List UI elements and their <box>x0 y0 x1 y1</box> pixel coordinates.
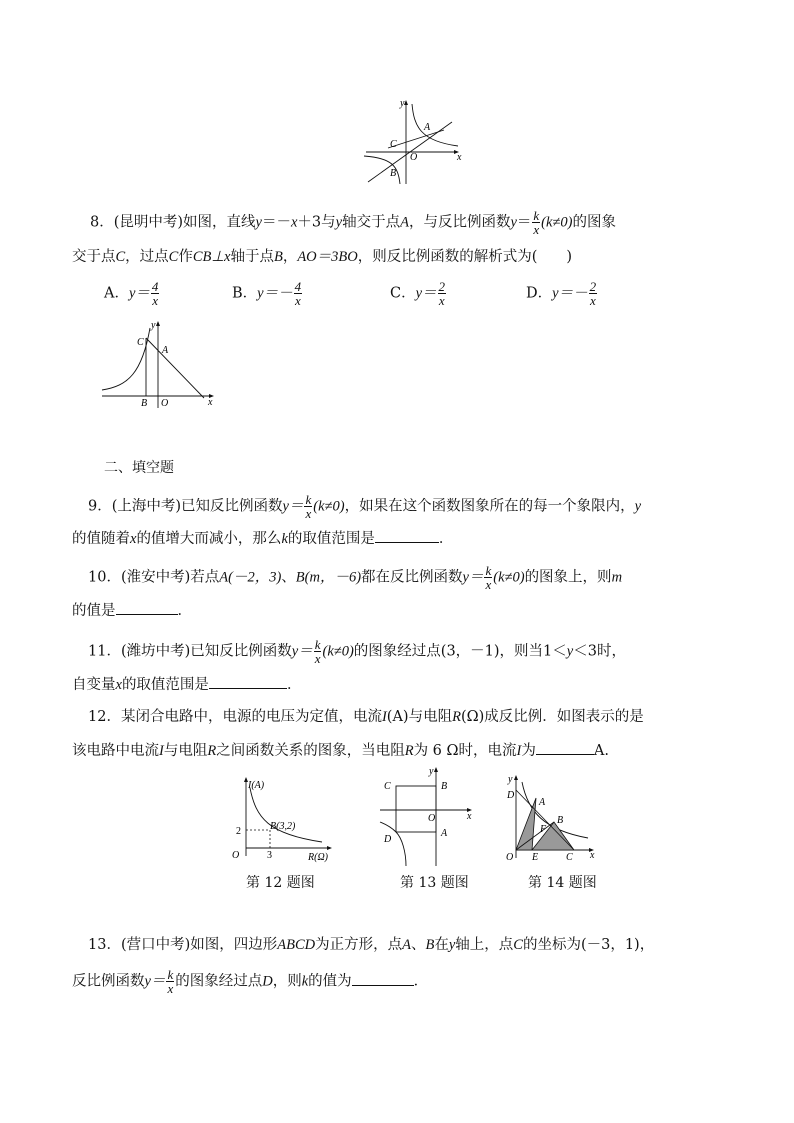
fig14-c-label: C <box>566 852 573 863</box>
q13-figure <box>376 764 480 868</box>
option-label: A． <box>104 285 129 302</box>
q8-option-a[interactable] <box>104 280 160 307</box>
fig12-three-label: 3 <box>267 850 272 861</box>
frac-den: x <box>438 293 445 308</box>
q13-text: ． <box>413 973 429 990</box>
q13-text: 、 <box>410 937 426 953</box>
fig13-y-label: y <box>429 766 434 777</box>
q11-cond: (k≠0) <box>322 643 354 660</box>
q13-var: D <box>262 973 273 990</box>
q11-text: 11．(潍坊中考)已知反比例函数 <box>88 643 292 660</box>
q12-text: 为 <box>521 743 536 759</box>
fig12-two-label: 2 <box>236 826 241 837</box>
q12-var: R <box>404 743 414 759</box>
q10-var: y＝ <box>462 569 484 586</box>
q12-answer-blank[interactable] <box>536 740 594 755</box>
option-lhs: y＝ <box>415 285 437 302</box>
frac-den: x <box>485 577 492 592</box>
fig-top-y-label: y <box>400 98 405 109</box>
q12-text: 与电阻 <box>163 743 208 759</box>
q9-var: x <box>130 531 137 547</box>
q13-var: A <box>402 937 411 953</box>
q10-text: 10．(淮安中考)若点 <box>88 569 220 586</box>
q8-text: ，与反比例函数 <box>408 214 511 231</box>
q12-text: (Ω)成反比例．如图表示的是 <box>460 709 644 725</box>
q12-text: (A)与电阻 <box>386 709 453 725</box>
caption-fig14: 第 14 题图 <box>528 875 597 891</box>
q11-var: y <box>566 643 574 660</box>
q8-fig-y-label: y <box>151 320 156 331</box>
q13-text: 在 <box>434 937 449 953</box>
q13-var: ABCD <box>277 937 316 953</box>
q8-var: B <box>273 249 283 265</box>
q12-var: R <box>452 709 461 725</box>
q8-line2 <box>72 246 572 268</box>
option-lhs: y＝－ <box>552 285 588 302</box>
q12-figure <box>228 774 340 866</box>
q8-var: x <box>290 214 298 231</box>
frac-num: k <box>167 967 174 982</box>
q13-line2 <box>72 968 428 995</box>
frac-num: k <box>314 637 321 652</box>
fig14-d-label: D <box>507 790 515 801</box>
frac-den: x <box>589 293 596 308</box>
q11-text: ＜3时， <box>573 643 626 660</box>
q11-line1 <box>88 638 626 665</box>
q8-figure <box>98 318 220 410</box>
q12-line1 <box>88 706 644 728</box>
q10-text: ． <box>177 603 192 619</box>
fig-top-c-label: C <box>390 139 397 150</box>
fig-top-x-label: x <box>457 152 462 163</box>
frac-num: 2 <box>589 279 597 294</box>
q13-text: 为正方形，点 <box>315 937 403 953</box>
frac-den: x <box>533 222 540 237</box>
q9-text: 的值随着 <box>72 531 130 547</box>
q13-text: 反比例函数 <box>72 973 145 990</box>
frac-den: x <box>294 293 301 308</box>
q9-cond: (k≠0) <box>313 498 345 515</box>
fig-top-o-label: O <box>410 152 418 163</box>
q8-text: ＝ <box>516 214 532 231</box>
q14-figure <box>504 772 600 866</box>
q10-text: 的值是 <box>72 603 116 619</box>
frac-den: x <box>167 981 174 996</box>
frac-num: 2 <box>438 279 446 294</box>
frac-num: 4 <box>151 279 159 294</box>
q8-option-c[interactable] <box>390 280 447 307</box>
q10-var: m <box>611 569 623 586</box>
q10-text: 都在反比例函数 <box>361 569 463 586</box>
q10-var: B(m，－6) <box>295 569 362 586</box>
q8-fig-a-label: A <box>162 345 169 356</box>
q9-text: 的取值范围是 <box>287 531 375 547</box>
fig12-r-label: R(Ω) <box>308 852 328 863</box>
option-label: C． <box>390 285 416 302</box>
q13-text: 13．(营口中考)如图，四边形 <box>88 937 278 953</box>
option-fraction <box>438 280 447 307</box>
fig13-b-label: B <box>441 781 448 792</box>
frac-den: x <box>314 651 321 666</box>
fig14-e-label: E <box>532 852 539 863</box>
q8-fraction <box>532 209 540 236</box>
q8-fig-o-label: O <box>161 398 169 409</box>
q9-line1 <box>88 493 641 520</box>
q13-text: 的坐标为(－3，1)， <box>522 937 655 953</box>
q11-text: ． <box>286 677 302 693</box>
q11-text: 的取值范围是 <box>121 677 209 693</box>
section-heading-fill-in: 二、填空题 <box>104 460 174 476</box>
frac-num: k <box>485 563 492 578</box>
figure-top-graph <box>360 96 470 188</box>
q9-fraction <box>304 493 312 520</box>
q13-var: y <box>448 937 456 953</box>
q10-text: 、 <box>281 569 296 586</box>
fig13-d-label: D <box>384 834 392 845</box>
option-lhs: y＝－ <box>257 285 293 302</box>
q11-var: y＝ <box>291 643 313 660</box>
q9-var: y＝ <box>282 498 304 515</box>
q9-line2 <box>72 528 453 550</box>
q10-var: A(－2，3) <box>219 569 282 586</box>
fig12-point-label: B(3,2) <box>270 821 296 832</box>
q13-text: 轴上，点 <box>455 937 514 953</box>
q8-text: 的图象 <box>572 214 616 231</box>
q11-fraction <box>314 638 322 665</box>
q13-var: k <box>301 973 309 990</box>
frac-num: k <box>305 492 312 507</box>
q8-var: C <box>168 249 179 265</box>
frac-num: 4 <box>294 279 302 294</box>
fig13-o-label: O <box>428 813 436 824</box>
q11-text: 自变量 <box>72 677 116 693</box>
q10-line1 <box>88 564 622 591</box>
q10-answer-blank[interactable] <box>116 600 178 615</box>
q13-var: y＝ <box>144 973 166 990</box>
option-fraction <box>151 280 160 307</box>
q8-text: ＝－ <box>261 214 291 231</box>
option-lhs: y＝ <box>128 285 150 302</box>
fig14-y-label: y <box>508 774 513 785</box>
q9-answer-blank[interactable] <box>375 528 439 543</box>
q8-var: CB⊥x <box>192 249 231 265</box>
q13-text: ，则 <box>272 973 302 990</box>
q9-text: ，如果在这个函数图象所在的每一个象限内， <box>344 498 635 515</box>
q8-option-b[interactable] <box>232 280 303 307</box>
q8-text: ，过点 <box>125 249 169 265</box>
q13-text: 的值为 <box>308 973 352 990</box>
q8-option-d[interactable] <box>526 280 598 307</box>
q12-text: A. <box>593 743 609 759</box>
caption-fig13: 第 13 题图 <box>400 875 469 891</box>
fig13-x-label: x <box>467 811 472 822</box>
q8-fig-x-label: x <box>208 397 213 408</box>
q8-var: AO＝3BO <box>297 249 358 265</box>
option-fraction <box>589 280 598 307</box>
q12-text: 该电路中电流 <box>72 743 159 759</box>
frac-num: k <box>533 208 540 223</box>
q8-cond: (k≠0) <box>541 214 573 231</box>
q13-fraction <box>166 968 174 995</box>
fig14-f-label: F <box>540 824 547 835</box>
q10-text: 的图象上，则 <box>524 569 612 586</box>
q10-fraction <box>484 564 492 591</box>
q8-text: ，则反比例函数的解析式为( ) <box>357 249 573 265</box>
option-label: B． <box>232 285 258 302</box>
q9-text: ． <box>438 531 454 547</box>
frac-den: x <box>305 506 312 521</box>
q8-text: 交于点 <box>72 249 116 265</box>
q9-text: 的值增大而减小，那么 <box>136 531 282 547</box>
q12-var: I <box>381 709 387 725</box>
q12-line2 <box>72 740 609 762</box>
fig-top-b-label: B <box>390 168 397 179</box>
q13-var: C <box>513 937 523 953</box>
q8-line1 <box>90 209 616 236</box>
q13-line1 <box>88 934 654 956</box>
q11-answer-blank[interactable] <box>209 674 287 689</box>
fig14-a-label: A <box>539 797 546 808</box>
q10-line2 <box>72 600 192 622</box>
q9-var: k <box>281 531 288 547</box>
q12-text: 之间函数关系的图象，当电阻 <box>216 743 405 759</box>
q9-var: y <box>634 498 642 515</box>
q12-var: I <box>516 743 522 759</box>
q11-text: 的图象经过点(3，－1)，则当1＜ <box>353 643 567 660</box>
fig14-x-label: x <box>590 850 595 861</box>
fig13-a-label: A <box>441 828 448 839</box>
q8-text: 轴于点 <box>230 249 274 265</box>
q8-text: ＋3与 <box>297 214 336 231</box>
q13-text: 的图象经过点 <box>175 973 263 990</box>
q8-text: ， <box>282 249 298 265</box>
fig13-c-label: C <box>384 781 391 792</box>
fig-top-a-label: A <box>424 122 431 133</box>
q12-text: 12．某闭合电路中，电源的电压为定值，电流 <box>88 709 382 725</box>
fig12-o-label: O <box>232 850 240 861</box>
q13-answer-blank[interactable] <box>352 971 414 986</box>
q8-fig-c-label: C <box>137 337 144 348</box>
q12-var: R <box>207 743 217 759</box>
q10-cond: (k≠0) <box>493 569 525 586</box>
q8-text: 轴交于点 <box>342 214 401 231</box>
q12-text: 为 6 Ω时，电流 <box>413 743 517 759</box>
q11-line2 <box>72 674 301 696</box>
caption-fig12: 第 12 题图 <box>246 875 315 891</box>
q13-var: B <box>425 937 435 953</box>
q11-var: x <box>115 677 122 693</box>
frac-den: x <box>152 293 159 308</box>
fig14-o-label: O <box>506 852 514 863</box>
q8-text: 作 <box>178 249 193 265</box>
q8-var: y <box>255 214 262 231</box>
q8-var: A <box>400 214 409 231</box>
fig14-b-label: B <box>557 815 564 826</box>
q8-var: y <box>510 214 517 231</box>
q8-text: 8．(昆明中考)如图，直线 <box>90 214 256 231</box>
q12-var: I <box>159 743 164 759</box>
q8-var: C <box>115 249 126 265</box>
option-label: D． <box>526 285 553 302</box>
q9-text: 9．(上海中考)已知反比例函数 <box>88 498 283 515</box>
q8-var: y <box>335 214 343 231</box>
q8-fig-b-label: B <box>141 398 148 409</box>
option-fraction <box>294 280 303 307</box>
fig12-i-label: I(A) <box>248 780 265 791</box>
